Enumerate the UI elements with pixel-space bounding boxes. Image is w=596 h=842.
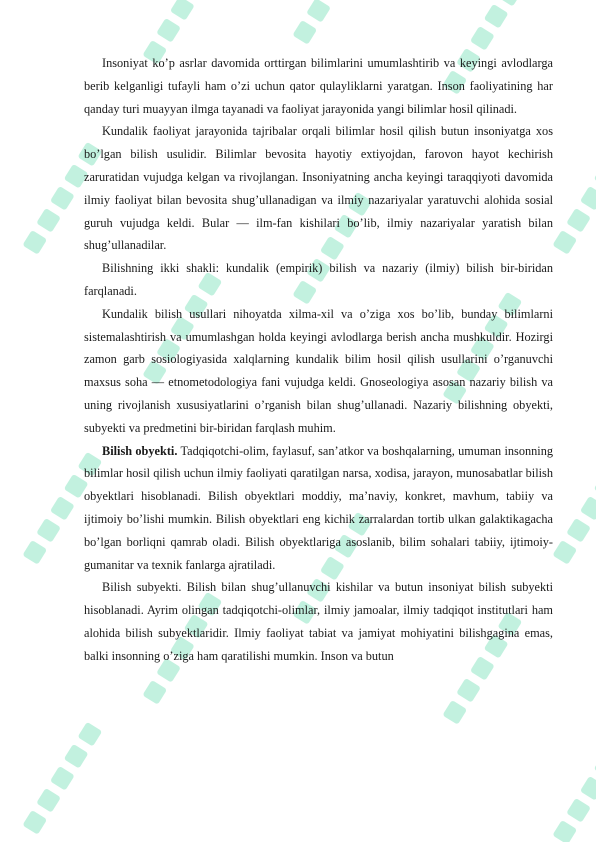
paragraph-kundalik-bilish: Kundalik bilish usullari nihoyatda xilma-xil va o’ziga xos bo’lib, bunday bilimlarni sistemalashtirish va umumlashgan holda keyingi avlodlarga berish ancha mushkuldir. Hozirgi zamon garb sosiologiyasida xalqlarning kundalik bilim hosil qilish usullarini o’rganuvchi maxsus soha — etnometodologiya fani vujudga keldi. Gnoseologiya asosan nazariy bilish va uning rivojlanish xususiyatlarini o’rganish bilan shug’ullanadi. Nazariy bilishning obyekti, subyekti va predmetini bir-biridan farqlash muhim.	[84, 306, 553, 435]
watermark-mark	[552, 732, 596, 842]
paragraph-bilish-shakllari: Bilishning ikki shakli: kundalik (empirik) bilish va nazariy (ilmiy) bilish bir-biridan farqlanadi.	[84, 261, 553, 298]
watermark-mark	[292, 0, 372, 45]
paragraph-kundalik-faoliyat: Kundalik faoliyat jarayonida tajribalar orqali bilimlar hosil qilish butun insoniyatga xos bo’lgan bilish usulidir. Bilimlar bevosita hayotiy extiyojdan, farovon hayot kechirish zaruratidan vujudga kelgan va rivojlangan. Insoniyatning ancha keyingi taraqqiyoti davomida ilmiy faoliyat bilan bevosita shug’ullanadigan va ilmiy nazariyalar yaratuvchi alohida sosial guruh vujudga keldi. Bular — ilm-fan kishilari bo’lib, ilmiy nazariyalar yaratish bilan shug’ullanadilar.	[84, 124, 553, 253]
paragraph-bilish-subyekti: Bilish subyekti. Bilish bilan shug’ullanuvchi kishilar va butun insoniyat bilish subyekti hisoblanadi. Ayrim olingan tadqiqotchi-olimlar, ilmiy jamoalar, ilmiy tadqiqot institutlari ham alohida bilish subyektlaridir. Ilmiy faoliyat tabiat va jamiyat mohiyatini bilishgagina emas, balki insonning o’ziga ham qaratilishi mumkin. Inson va butun	[84, 580, 553, 663]
document-page	[84, 52, 553, 668]
bilish-obyekti-heading: Bilish obyekti.	[102, 443, 178, 458]
bilish-obyekti-text: Tadqiqotchi-olim, faylasuf, san’atkor va boshqalarning, umuman insonning bilimlar hosil qilish uchun ilmiy faoliyati qaratilgan narsa, xodisa, jarayon, munosabatlar bilish obyektlari hisoblanadi. Bilish obyektlari moddiy, ma’naviy, konkret, mavhum, tabiiy va ijtimoiy bo’lishi mumkin. Bilish obyektlari eng kichik zarralardan tortib ulkan galaktikagacha bo’lgan borliqni qamrab oladi. Bilish obyektlariga asoslanib, bilim sohalari tabiiy, ijtimoiy-gumanitar va texnik fanlarga ajratiladi.	[84, 443, 553, 572]
watermark-mark	[552, 452, 596, 565]
paragraph-intro: Insoniyat ko’p asrlar davomida orttirgan bilimlarini umumlashtirib va keyingi avlodlarga berib kelganligi tufayli ham o’zi uchun qator qulayliklarni yaratgan. Inson faoliyatining har qanday turi muayyan ilmga tayanadi va faoliyat jarayonida yangi bilimlar hosil qilinadi.	[84, 56, 553, 116]
watermark-mark	[22, 722, 102, 835]
paragraph-bilish-obyekti	[84, 440, 553, 577]
watermark-mark	[552, 142, 596, 255]
